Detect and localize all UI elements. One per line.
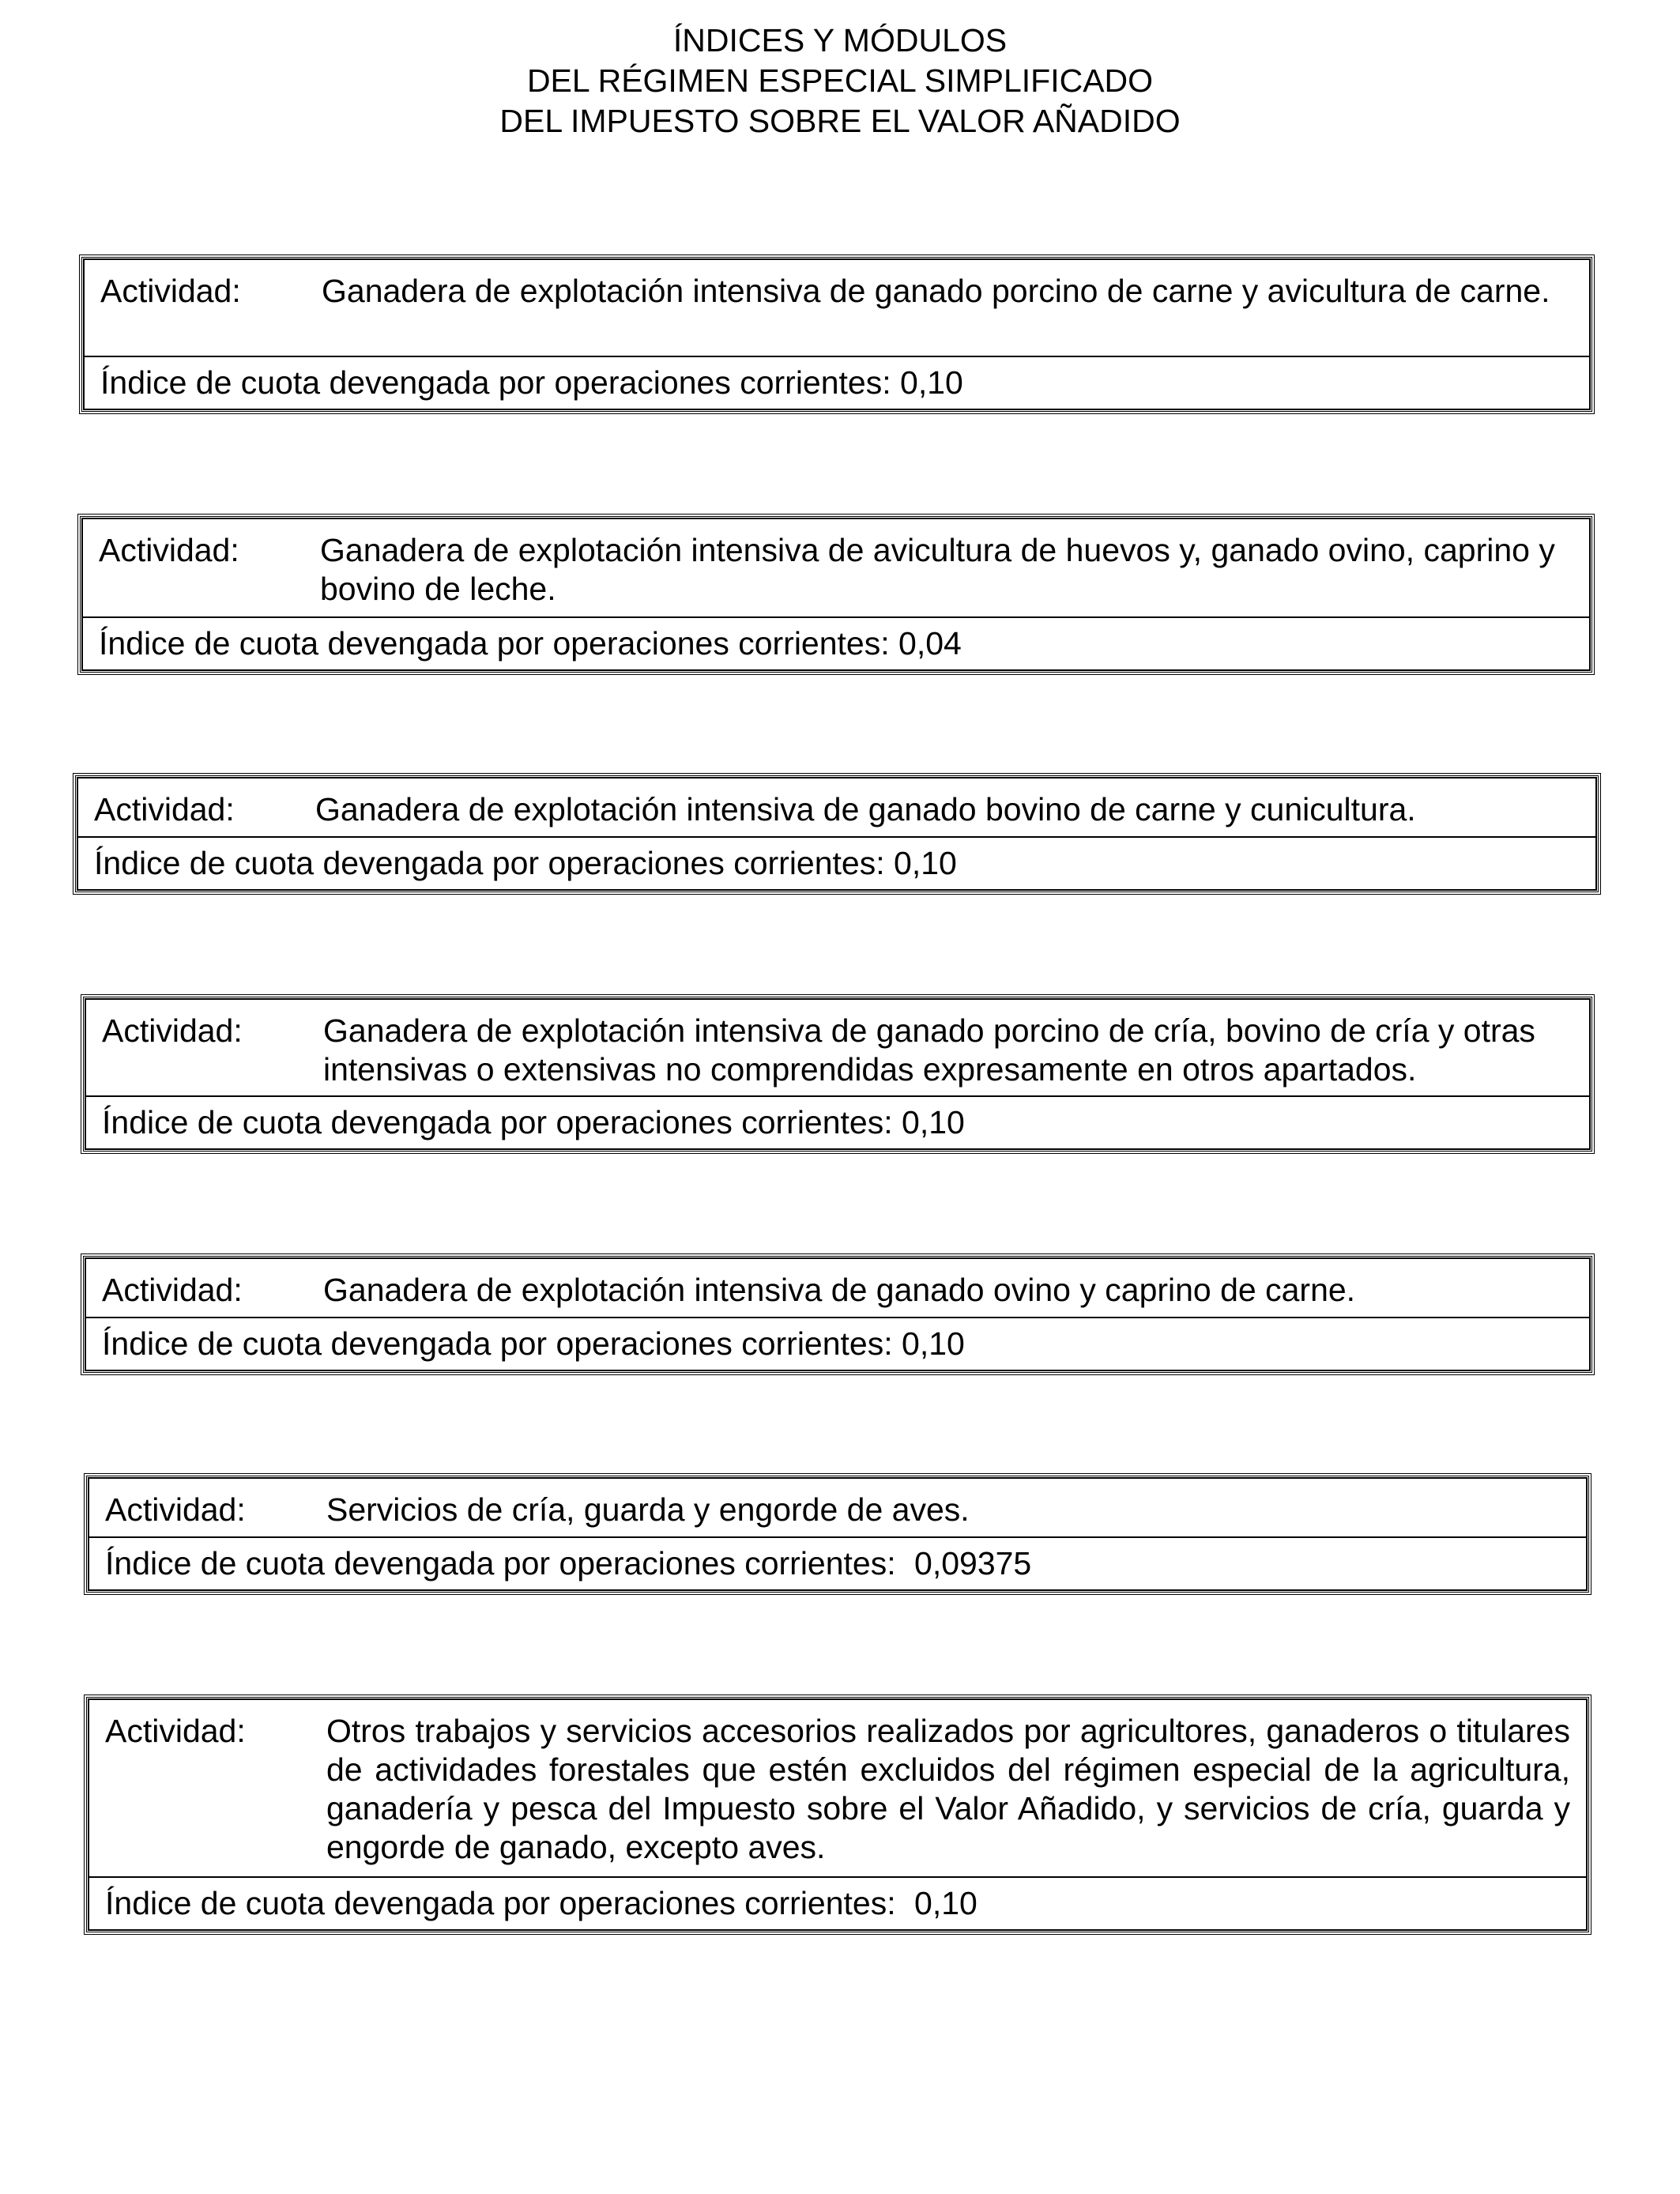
activity-box-2 [77,514,1595,675]
index-value: 0,10 [900,364,963,401]
index-value: 0,10 [914,1885,977,1921]
index-label: Índice de cuota devengada por operaciones corrientes: [99,625,890,662]
index-value: 0,10 [894,845,957,881]
index-label: Índice de cuota devengada por operaciones corrientes: [102,1325,893,1362]
activity-box-4 [81,994,1595,1154]
index-value: 0,09375 [914,1545,1032,1581]
activity-row [78,778,1595,838]
activity-description: Ganadera de explotación intensiva de avicultura de huevos y, ganado ovino, caprino y bovino de leche. [320,532,1555,607]
activity-box-inner [81,518,1591,671]
activity-box-inner [88,1698,1588,1931]
activity-row [85,260,1589,357]
activity-row [86,1259,1589,1318]
index-row [78,838,1595,889]
activity-box-inner [83,258,1591,410]
index-label: Índice de cuota devengada por operaciones corrientes: [102,1104,893,1140]
title-line-3: DEL IMPUESTO SOBRE EL VALOR AÑADIDO [499,103,1181,139]
activity-description: Ganadera de explotación intensiva de ganado porcino de carne y avicultura de carne. [322,273,1550,309]
activity-description: Ganadera de explotación intensiva de ganado ovino y caprino de carne. [323,1272,1356,1308]
activity-description: Ganadera de explotación intensiva de ganado porcino de cría, bovino de cría y otras intensivas o extensivas no comprendidas expresamente en otros apartados. [323,1012,1535,1088]
activity-label: Actividad: [94,791,235,827]
activity-label: Actividad: [105,1491,246,1528]
title-line-2: DEL RÉGIMEN ESPECIAL SIMPLIFICADO [526,62,1154,99]
index-row [83,618,1589,669]
index-row [85,357,1589,409]
title-line-1: ÍNDICES Y MÓDULOS [672,22,1008,58]
index-row [89,1538,1586,1589]
index-label: Índice de cuota devengada por operaciones corrientes: [94,845,885,881]
activity-label: Actividad: [100,273,241,309]
activity-label: Actividad: [105,1713,246,1749]
activity-row [89,1479,1586,1538]
activity-label: Actividad: [99,532,239,568]
index-value: 0,04 [898,625,962,662]
index-value: 0,10 [902,1325,965,1362]
index-value: 0,10 [902,1104,965,1140]
activity-description: Servicios de cría, guarda y engorde de aves. [326,1491,970,1528]
activity-box-inner [85,1257,1591,1371]
activity-label: Actividad: [102,1272,243,1308]
index-row [86,1097,1589,1148]
activity-label: Actividad: [102,1012,243,1049]
activity-row [83,519,1589,618]
activity-description: Ganadera de explotación intensiva de ganado bovino de carne y cunicultura. [315,791,1416,827]
activity-box-inner [77,777,1597,891]
index-label: Índice de cuota devengada por operaciones corrientes: [105,1885,896,1921]
activity-description: Otros trabajos y servicios accesorios realizados por agricultores, ganaderos o titulares de actividades forestales que estén excluidos del régimen especial de la agricultura, ganadería y pesca del Impuesto sobre el Valor Añadido, y servicios de cría, guarda y engorde de ganado, excepto aves. [326,1713,1570,1865]
index-row [86,1318,1589,1370]
activity-box-1 [79,254,1595,414]
index-label: Índice de cuota devengada por operaciones corrientes: [105,1545,896,1581]
document-title [0,21,1680,141]
activity-row [89,1700,1586,1878]
activity-box-7 [84,1695,1591,1935]
activity-box-inner [85,998,1591,1150]
activity-box-5 [81,1253,1595,1375]
activity-box-6 [84,1473,1591,1595]
index-row [89,1878,1586,1929]
activity-box-3 [73,773,1601,895]
activity-box-inner [88,1477,1588,1591]
index-label: Índice de cuota devengada por operaciones corrientes: [100,364,891,401]
activity-row [86,1000,1589,1097]
